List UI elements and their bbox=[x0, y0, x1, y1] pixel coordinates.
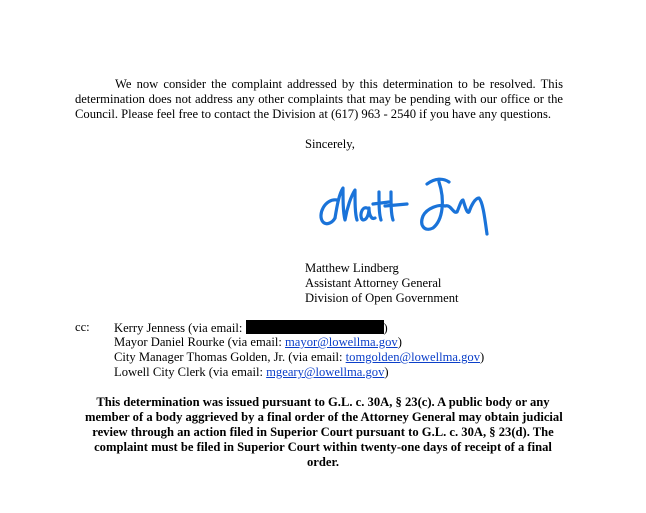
notice-line: review through an action filed in Superior Court pursuant to G.L. c. 30A, § 23(d). The bbox=[92, 425, 554, 439]
notice-line: complaint must be filed in Superior Court within twenty-one days of receipt of a final bbox=[94, 440, 552, 454]
cc-entry bbox=[114, 320, 388, 336]
signatory-name: Matthew Lindberg bbox=[305, 261, 399, 275]
cc-entry-suffix: ) bbox=[480, 350, 485, 364]
signature bbox=[315, 170, 515, 250]
redacted-email bbox=[246, 320, 384, 334]
cc-entry-prefix: Kerry Jenness (via email: bbox=[114, 321, 246, 335]
email-link[interactable]: tomgolden@lowellma.gov bbox=[345, 350, 481, 364]
cc-entry bbox=[114, 335, 402, 350]
notice-line: This determination was issued pursuant to G.L. c. 30A, § 23(c). A public body or any bbox=[96, 395, 550, 409]
email-link[interactable]: mayor@lowellma.gov bbox=[285, 335, 398, 349]
cc-entry-suffix: ) bbox=[397, 335, 402, 349]
cc-entry-prefix: Lowell City Clerk (via email: bbox=[114, 365, 267, 379]
email-link[interactable]: mgeary@lowellma.gov bbox=[266, 365, 385, 379]
cc-entry-prefix: City Manager Thomas Golden, Jr. (via email: bbox=[114, 350, 346, 364]
cc-entry-suffix: ) bbox=[384, 365, 389, 379]
cc-entry-prefix: Mayor Daniel Rourke (via email: bbox=[114, 335, 286, 349]
cc-entry bbox=[114, 365, 389, 380]
salutation: Sincerely, bbox=[305, 137, 355, 151]
cc-entry bbox=[114, 350, 484, 365]
cc-label: cc: bbox=[75, 320, 90, 334]
paragraph-line: Council. Please feel free to contact the Division at (617) 963 - 2540 if you have any questions. bbox=[75, 107, 551, 121]
cc-entry-suffix: ) bbox=[383, 321, 388, 335]
signatory-division: Division of Open Government bbox=[305, 291, 459, 305]
paragraph-line: determination does not address any other complaints that may be pending with our office or the bbox=[75, 92, 563, 106]
notice-line: order. bbox=[306, 455, 340, 469]
paragraph-line: We now consider the complaint addressed by this determination to be resolved. This bbox=[115, 77, 563, 91]
notice-line: member of a body aggrieved by a final order of the Attorney General may obtain judicial bbox=[85, 410, 563, 424]
signatory-title: Assistant Attorney General bbox=[305, 276, 442, 290]
